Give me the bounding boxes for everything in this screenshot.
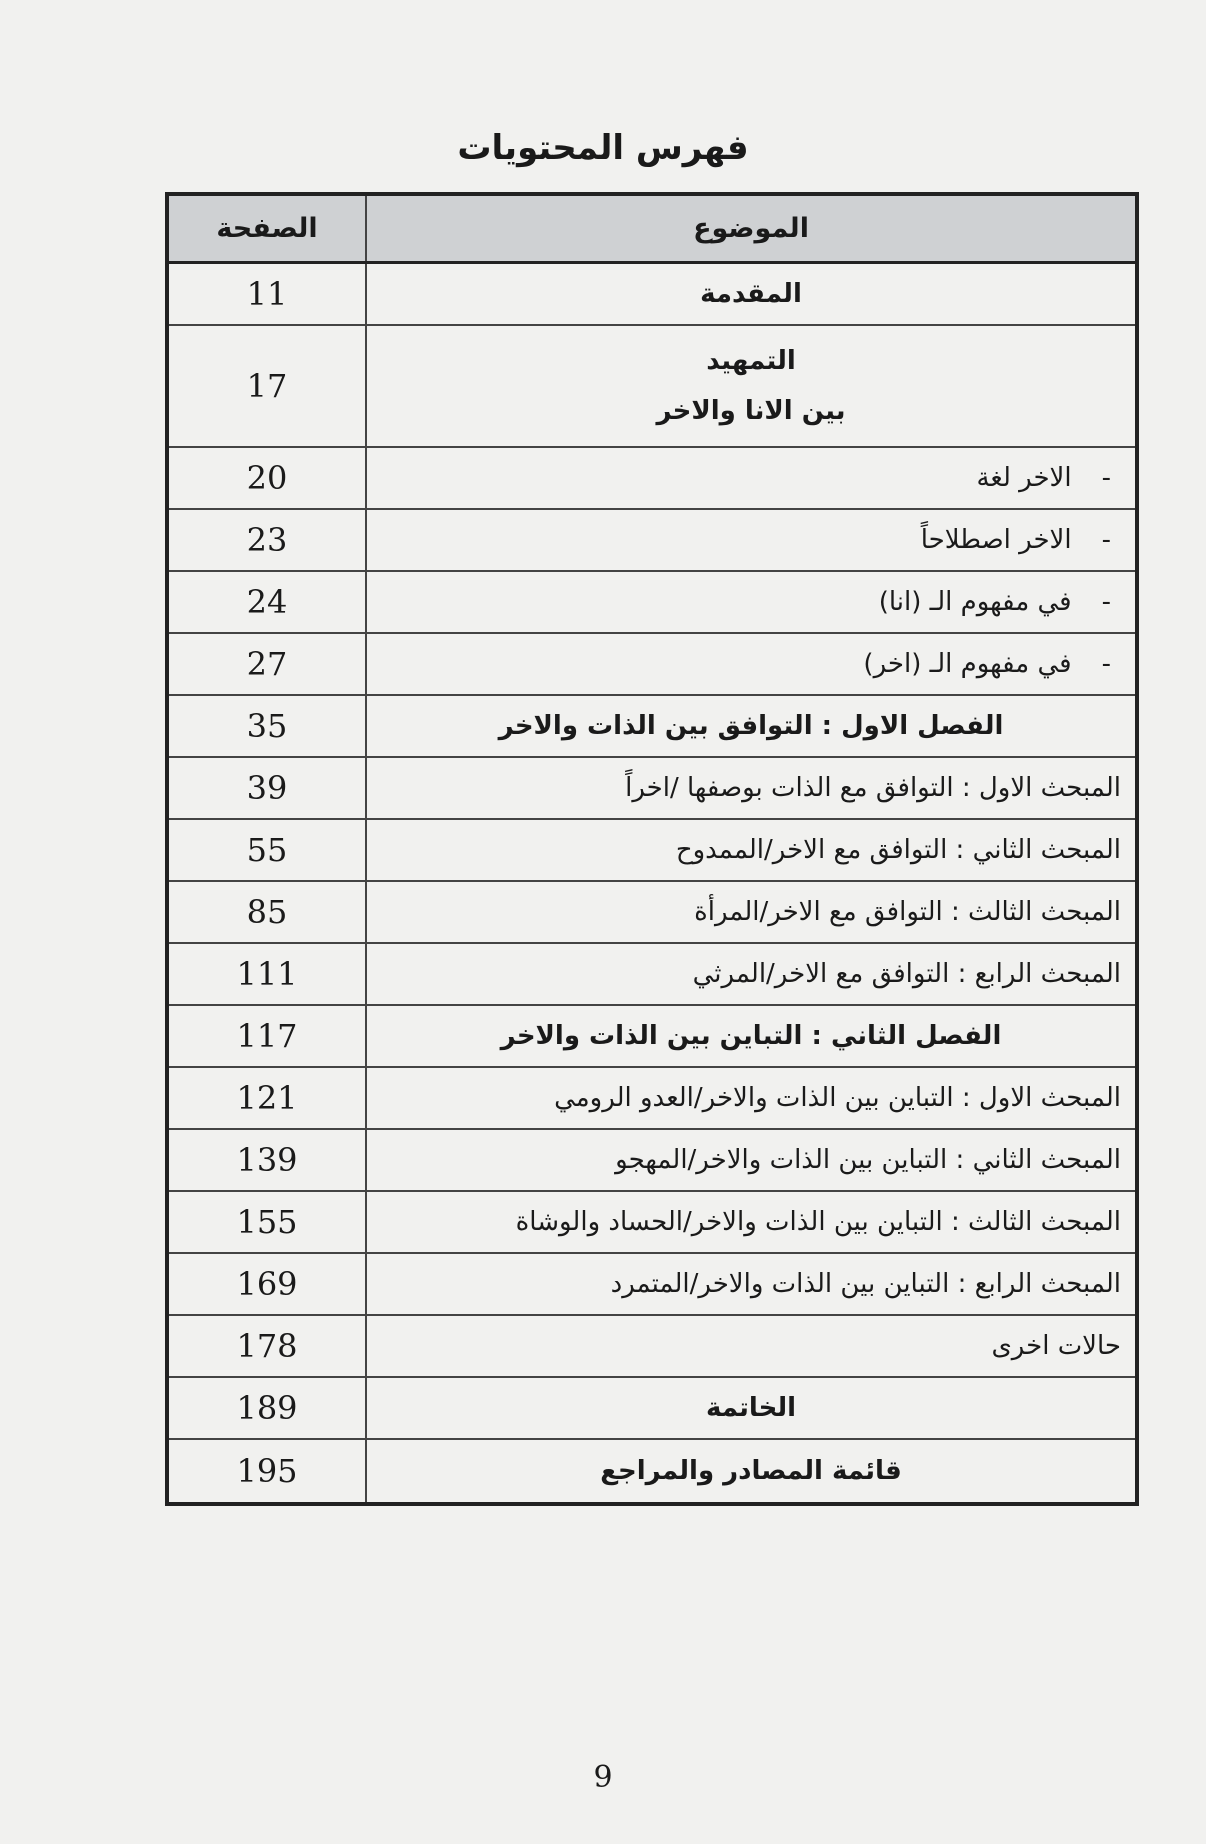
row-page: 117 xyxy=(236,1017,298,1055)
row-topic: الفصل الاول : التوافق بين الذات والاخر xyxy=(365,696,1135,756)
row-page: 178 xyxy=(236,1327,298,1365)
page-title: فهرس المحتويات xyxy=(457,128,749,168)
row-topic-text: في مفهوم الـ (اخر) xyxy=(863,649,1072,679)
row-topic-subtitle: بين الانا والاخر xyxy=(656,396,846,426)
row-topic-text: في مفهوم الـ (انا) xyxy=(878,587,1072,617)
table-row xyxy=(169,510,1135,572)
row-topic-title: التمهيد xyxy=(706,346,796,376)
table-row xyxy=(169,1254,1135,1316)
table-row xyxy=(169,882,1135,944)
row-page: 23 xyxy=(246,521,288,559)
row-page: 27 xyxy=(246,645,288,683)
row-topic xyxy=(365,572,1135,632)
row-topic: المبحث الثاني : التباين بين الذات والاخر/المهجو xyxy=(365,1130,1135,1190)
row-page: 169 xyxy=(236,1265,298,1303)
row-topic: المبحث الاول : التباين بين الذات والاخر/العدو الرومي xyxy=(365,1068,1135,1128)
row-page: 85 xyxy=(246,893,288,931)
dash-marker: - xyxy=(1101,649,1111,679)
dash-marker: - xyxy=(1101,525,1111,555)
dash-marker: - xyxy=(1101,463,1111,493)
row-topic: المبحث الثالث : التباين بين الذات والاخر/الحساد والوشاة xyxy=(365,1192,1135,1252)
table-row xyxy=(169,1316,1135,1378)
row-page: 139 xyxy=(236,1141,298,1179)
toc-table xyxy=(165,192,1139,1506)
row-topic: المبحث الرابع : التوافق مع الاخر/المرثي xyxy=(365,944,1135,1004)
row-topic-text: الاخر لغة xyxy=(976,463,1072,493)
table-row xyxy=(169,326,1135,448)
table-row xyxy=(169,448,1135,510)
row-page: 35 xyxy=(246,707,288,745)
row-topic: قائمة المصادر والمراجع xyxy=(365,1440,1135,1502)
row-topic: الفصل الثاني : التباين بين الذات والاخر xyxy=(365,1006,1135,1066)
dash-marker: - xyxy=(1101,587,1111,617)
row-page: 11 xyxy=(246,275,288,313)
table-row xyxy=(169,1006,1135,1068)
row-topic xyxy=(365,634,1135,694)
row-page: 17 xyxy=(246,367,288,405)
header-page: الصفحة xyxy=(216,213,318,244)
table-row xyxy=(169,1130,1135,1192)
row-topic: الخاتمة xyxy=(365,1378,1135,1438)
row-page: 39 xyxy=(246,769,288,807)
page-number: 9 xyxy=(593,1760,613,1795)
row-topic: المقدمة xyxy=(365,264,1135,324)
row-page: 111 xyxy=(236,955,298,993)
table-row xyxy=(169,944,1135,1006)
row-topic xyxy=(365,448,1135,508)
table-row xyxy=(169,1068,1135,1130)
table-header xyxy=(169,196,1135,264)
table-row xyxy=(169,572,1135,634)
row-topic: حالات اخرى xyxy=(365,1316,1135,1376)
table-row xyxy=(169,758,1135,820)
row-page: 20 xyxy=(246,459,288,497)
row-topic xyxy=(365,326,1135,446)
row-page: 55 xyxy=(246,831,288,869)
table-row xyxy=(169,696,1135,758)
table-row xyxy=(169,264,1135,326)
row-topic: المبحث الاول : التوافق مع الذات بوصفها /اخراً xyxy=(365,758,1135,818)
row-topic: المبحث الثاني : التوافق مع الاخر/الممدوح xyxy=(365,820,1135,880)
row-topic: المبحث الرابع : التباين بين الذات والاخر/المتمرد xyxy=(365,1254,1135,1314)
row-page: 195 xyxy=(236,1452,298,1490)
row-page: 189 xyxy=(236,1389,298,1427)
row-topic xyxy=(365,510,1135,570)
table-row xyxy=(169,634,1135,696)
row-page: 155 xyxy=(236,1203,298,1241)
table-row xyxy=(169,1192,1135,1254)
table-row xyxy=(169,1440,1135,1502)
table-row xyxy=(169,1378,1135,1440)
row-page: 24 xyxy=(246,583,288,621)
header-topic: الموضوع xyxy=(365,196,1135,261)
row-topic-text: الاخر اصطلاحاً xyxy=(920,525,1072,555)
table-row xyxy=(169,820,1135,882)
row-page: 121 xyxy=(236,1079,298,1117)
row-topic: المبحث الثالث : التوافق مع الاخر/المرأة xyxy=(365,882,1135,942)
